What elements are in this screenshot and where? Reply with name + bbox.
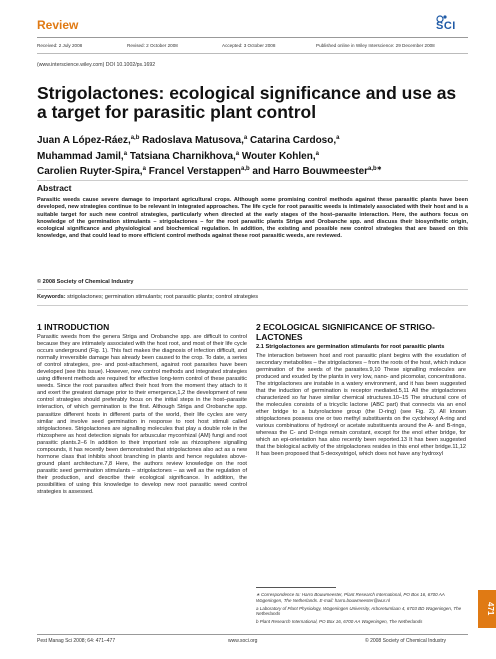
revised-date: Revised: 2 October 2008 (127, 43, 178, 48)
article-title: Strigolactones: ecological significance and use as a target for parasitic plant control (37, 83, 457, 122)
publisher-logo-text: SCI (436, 20, 456, 32)
dates-rule (37, 53, 468, 54)
header-rule (37, 37, 468, 38)
received-date: Received: 2 July 2008 (37, 43, 83, 48)
footer-rule (37, 634, 468, 635)
author-line: Muhammad Jamil,$^a$ Tatsiana Charnikhova,$^a$ Wouter Kohlen,$^a$ (37, 150, 319, 162)
right-column (256, 322, 466, 458)
keywords-label: Keywords: (37, 294, 66, 300)
footer-copyright: © 2008 Society of Chemical Industry (365, 638, 446, 644)
published-date: Published online in Wiley Interscience: 29 December 2008 (316, 43, 435, 48)
footnote-affiliation-b: b Plant Research International, PO Box 16, 6700 AA Wageningen, The Netherlands (256, 619, 423, 625)
author-line: Carolien Ruyter-Spira,$^a$ Francel Verstappen$^{a,b}$ and Harro Bouwmeester$^{a,b∗}$ (37, 166, 382, 177)
section2-subheading: 2.1 Strigolactones are germination stimulants for root parasitic plants (256, 344, 445, 350)
keywords-rule (37, 289, 468, 290)
section-label: Review (37, 18, 79, 32)
footer-site[interactable]: www.soci.org (228, 638, 258, 644)
keywords (37, 294, 258, 300)
section2-text: The interaction between host and root parasitic plant begins with the exudation of secondary metabolites – the strigolactones – from the roots of the host, which induce germination of the seeds of the parasites.9,10 These signalling molecules are produced and exuded by the plants in very low, nano- and picomolar, concentrations. The strigolactones are instable in a watery environment, and it has been suggested that the induction of germination is receptor mediated.5,11 All the strigolactones characterized so far have similar chemical structures.10–15 The structural core of the molecules consists of a tricyclic lactone (ABC part) that connects via an enol ether bridge to a butyrolactone group (the D-ring) (see Fig. 2). All known strigolactones possess one or two methyl substituents on the cyclohexyl A-ring and various combinations of hydroxyl or acetate substituents around the A- and B-rings, whereas the C- and D-rings remain constant, except for the enol ether bridge, for which an epi-orientation has also recently been reported.13 It has been suggested that the biological activity of the strigolactones resides in this enol ether bridge.11,12 It has been proposed that 5-deoxystrigol, which does not have any hydroxyl (256, 352, 466, 458)
abstract-heading: Abstract (37, 183, 72, 193)
article-dates (37, 43, 468, 52)
abstract-copyright: © 2008 Society of Chemical Industry (37, 279, 134, 285)
accepted-date: Accepted: 3 October 2008 (222, 43, 276, 48)
abstract-rule (37, 180, 468, 181)
left-column (37, 322, 247, 496)
abstract-text: Parasitic weeds cause severe damage to important agricultural crops. Although some promising control methods against these parasitic plants have been developed, new strategies continue to be relevant in integrated approaches. The life cycle for root parasitic weeds is intimately associated with their host and is a suitable target for such new control strategies, particularly when directed at the early stages of the host–parasite interaction. Here, the authors focus on knowledge of the germination stimulants – strigolactones – for the root parasitic plants Striga and Orobanche spp. and discuss their biosynthetic origin, ecological significance and physiological and biochemical regulation. In addition, the existing and possible new control strategies that are based on this knowledge, and that could lead to more efficient control methods against these root parasitic weeds, are reviewed. (37, 197, 468, 240)
keywords-text: strigolactones; germination stimulants; root parasitic plants; control strategies (67, 294, 259, 300)
section2-heading: 2 ECOLOGICAL SIGNIFICANCE OF STRIGO-LACTONES (256, 322, 435, 342)
author-line: Juan A López-Ráez,$^{a,b}$ Radoslava Matusova,$^a$ Catarina Cardoso,$^a$ (37, 135, 340, 146)
footnote-rule (256, 587, 336, 588)
keywords-rule-bottom (37, 305, 468, 306)
footnotes (256, 592, 466, 627)
page-number: 471 (486, 602, 495, 616)
intro-heading: 1 INTRODUCTION (37, 322, 110, 332)
intro-text: Parasitic weeds from the genera Striga and Orobanche spp. are difficult to control because they are intimately associated with the host root, and most of their life cycle occurs underground (Fig. 1). This fact makes the diagnosis of infection difficult, and normally irreversible damage has already been caused to the crop. To date, a series of control strategies, pre- and post-attachment, against root parasites have been developed (see this issue). However, new control methods and integrated strategies using different methods are required for effective long-term control of these parasitic weeds. Since the root parasites affect their host from the moment they attach to it and exert the greatest damage prior to their emergence,1,2 the development of new control strategies should preferably focus on the initial steps in the host–parasite interaction, of which germination is the first. Although Striga and Orobanche spp. parasitize different hosts in different parts of the world, their life cycles are very similar and involve seed germination in response to root host stimuli called strigolactones. Strigolactones are signalling molecules that play a double role in the rhizosphere as host detection signals for arbuscular mycorrhizal (AM) fungi and root parasitic plants.2–6 In addition to their important role as rhizosphere signalling compounds, it has recently been demonstrated that strigolactones also act as a new hormone class that inhibits shoot branching in plants and hence regulates above-ground plant architecture.7,8 Here, the authors review knowledge on the root parasitic seed germination stimulants – strigolactones – as well as the regulation of their production, and describe their ecological significance. In addition, the possibilities of using this knowledge to develop new root parasitic weed control strategies is assessed. (37, 334, 247, 496)
footnote-affiliation-a: a Laboratory of Plant Physiology, Wageningen University, Arboretumlaan 4, 6703 BD Wageningen, The Netherlands (256, 605, 462, 617)
footer-journal: Pest Manag Sci 2008; 64: 471–477 (37, 638, 116, 644)
doi-link[interactable]: (www.interscience.wiley.com) DOI 10.1002/ps.1692 (37, 62, 156, 68)
author-list (37, 132, 477, 179)
footnote-correspondence: ∗ Correspondence to: Harro Bouwmeester, Plant Research International, PO Box 16, 6700 AA Wageningen, The Netherlands. E-mail: harro.bouwmeester@wur.nl (256, 592, 445, 603)
